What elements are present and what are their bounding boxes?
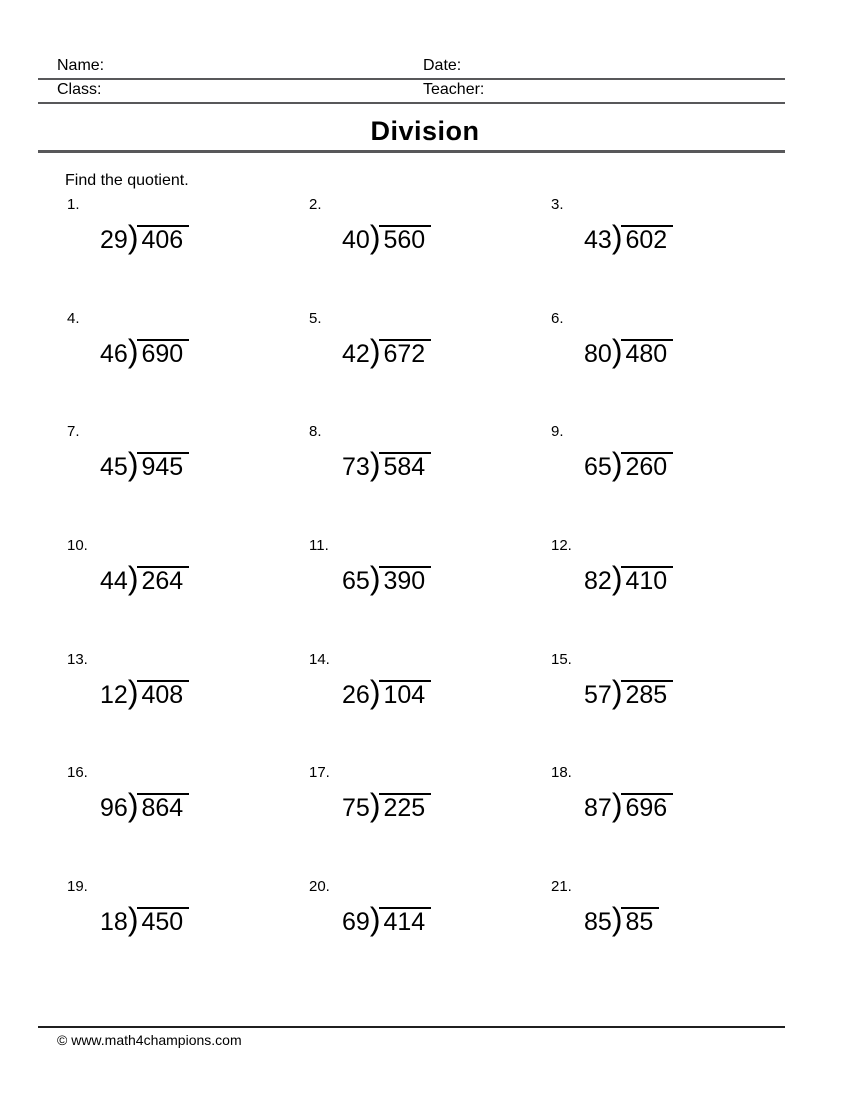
dividend-with-vinculum: 104 bbox=[379, 680, 431, 708]
long-division-bracket-icon: ) bbox=[127, 787, 139, 824]
divisor-value: 80 bbox=[584, 339, 612, 368]
division-problem bbox=[541, 423, 783, 537]
problem-number: 21. bbox=[551, 878, 572, 896]
problem-number: 11. bbox=[309, 537, 329, 555]
divisor-value: 40 bbox=[342, 226, 370, 254]
problem-number: 10. bbox=[67, 537, 88, 555]
divisor-value: 65 bbox=[342, 567, 370, 596]
problem-number: 17. bbox=[309, 764, 330, 782]
divisor-value: 18 bbox=[100, 908, 128, 937]
long-division-bracket-icon: ) bbox=[127, 673, 139, 710]
long-division-bracket-icon: ) bbox=[369, 901, 381, 938]
dividend-with-vinculum: 406 bbox=[137, 225, 189, 253]
divisor-value: 45 bbox=[100, 453, 128, 482]
division-expression bbox=[584, 787, 783, 824]
division-expression bbox=[342, 787, 541, 824]
dividend-with-vinculum: 864 bbox=[137, 793, 189, 821]
dividend-with-vinculum: 408 bbox=[137, 680, 189, 708]
long-division-bracket-icon: ) bbox=[127, 560, 139, 597]
divisor-value: 87 bbox=[584, 794, 612, 823]
class-label: Class: bbox=[57, 81, 102, 98]
divisor-value: 82 bbox=[584, 567, 612, 596]
division-problem bbox=[299, 764, 541, 878]
page-title: Division bbox=[370, 116, 480, 146]
dividend-with-vinculum: 696 bbox=[621, 793, 673, 821]
division-expression bbox=[584, 221, 783, 253]
problem-number: 14. bbox=[309, 650, 330, 668]
long-division-bracket-icon: ) bbox=[611, 787, 623, 824]
division-problem bbox=[541, 310, 783, 424]
long-division-bracket-icon: ) bbox=[127, 332, 139, 369]
long-division-bracket-icon: ) bbox=[369, 560, 381, 597]
long-division-bracket-icon: ) bbox=[611, 901, 623, 938]
problem-number: 20. bbox=[309, 878, 330, 896]
divisor-value: 75 bbox=[342, 794, 370, 823]
division-problem bbox=[299, 878, 541, 992]
problem-number: 19. bbox=[67, 878, 88, 896]
division-expression bbox=[100, 446, 299, 483]
division-problem bbox=[57, 764, 299, 878]
divisor-value: 96 bbox=[100, 794, 128, 823]
divisor-value: 65 bbox=[584, 453, 612, 482]
division-problem bbox=[541, 878, 783, 992]
division-expression bbox=[100, 332, 299, 369]
problem-number: 18. bbox=[551, 764, 572, 782]
problem-number: 13. bbox=[67, 650, 88, 668]
dividend-with-vinculum: 602 bbox=[621, 225, 673, 253]
dividend-with-vinculum: 690 bbox=[137, 339, 189, 367]
problem-number: 2. bbox=[309, 196, 322, 213]
problem-number: 7. bbox=[67, 423, 80, 441]
division-problem bbox=[57, 651, 299, 765]
dividend-with-vinculum: 85 bbox=[621, 907, 659, 935]
problem-number: 4. bbox=[67, 309, 80, 327]
division-problem bbox=[57, 196, 299, 310]
division-problem bbox=[299, 651, 541, 765]
divisor-value: 43 bbox=[584, 226, 612, 254]
division-expression bbox=[342, 221, 541, 253]
dividend-with-vinculum: 672 bbox=[379, 339, 431, 367]
division-problem bbox=[57, 537, 299, 651]
division-problem bbox=[299, 196, 541, 310]
dividend-with-vinculum: 945 bbox=[137, 452, 189, 480]
division-problem bbox=[299, 537, 541, 651]
dividend-with-vinculum: 264 bbox=[137, 566, 189, 594]
title-rule bbox=[38, 150, 785, 153]
division-expression bbox=[100, 787, 299, 824]
divisor-value: 73 bbox=[342, 453, 370, 482]
long-division-bracket-icon: ) bbox=[369, 219, 381, 255]
problem-number: 15. bbox=[551, 650, 572, 668]
problem-number: 6. bbox=[551, 309, 564, 327]
class-teacher-row bbox=[38, 81, 785, 104]
dividend-with-vinculum: 414 bbox=[379, 907, 431, 935]
dividend-with-vinculum: 410 bbox=[621, 566, 673, 594]
division-problem bbox=[541, 196, 783, 310]
division-problem bbox=[299, 423, 541, 537]
problems-grid bbox=[57, 196, 783, 992]
instruction-text: Find the quotient. bbox=[65, 172, 189, 189]
long-division-bracket-icon: ) bbox=[611, 446, 623, 483]
divisor-value: 46 bbox=[100, 339, 128, 368]
long-division-bracket-icon: ) bbox=[611, 332, 623, 369]
division-expression bbox=[584, 332, 783, 369]
division-expression bbox=[100, 901, 299, 938]
divisor-value: 12 bbox=[100, 680, 128, 709]
division-expression bbox=[584, 901, 783, 938]
dividend-with-vinculum: 260 bbox=[621, 452, 673, 480]
division-expression bbox=[100, 221, 299, 253]
dividend-with-vinculum: 560 bbox=[379, 225, 431, 253]
division-problem bbox=[299, 310, 541, 424]
long-division-bracket-icon: ) bbox=[611, 560, 623, 597]
problem-number: 1. bbox=[67, 196, 80, 213]
copyright-text: © www.math4champions.com bbox=[57, 1032, 242, 1048]
date-label: Date: bbox=[423, 57, 462, 74]
division-expression bbox=[342, 560, 541, 597]
divisor-value: 69 bbox=[342, 908, 370, 937]
divisor-value: 57 bbox=[584, 680, 612, 709]
problem-number: 3. bbox=[551, 196, 564, 213]
problem-number: 12. bbox=[551, 537, 572, 555]
teacher-label: Teacher: bbox=[423, 81, 485, 98]
long-division-bracket-icon: ) bbox=[369, 673, 381, 710]
dividend-with-vinculum: 450 bbox=[137, 907, 189, 935]
divisor-value: 44 bbox=[100, 567, 128, 596]
long-division-bracket-icon: ) bbox=[369, 787, 381, 824]
division-problem bbox=[57, 423, 299, 537]
long-division-bracket-icon: ) bbox=[369, 446, 381, 483]
problem-number: 5. bbox=[309, 309, 322, 327]
dividend-with-vinculum: 390 bbox=[379, 566, 431, 594]
division-expression bbox=[342, 673, 541, 710]
division-expression bbox=[100, 560, 299, 597]
long-division-bracket-icon: ) bbox=[127, 901, 139, 938]
division-expression bbox=[584, 560, 783, 597]
division-problem bbox=[541, 764, 783, 878]
dividend-with-vinculum: 480 bbox=[621, 339, 673, 367]
division-expression bbox=[100, 673, 299, 710]
name-date-row bbox=[38, 57, 785, 80]
name-label: Name: bbox=[57, 57, 105, 74]
division-expression bbox=[342, 901, 541, 938]
problem-number: 8. bbox=[309, 423, 322, 441]
divisor-value: 42 bbox=[342, 339, 370, 368]
problem-number: 9. bbox=[551, 423, 564, 441]
divisor-value: 85 bbox=[584, 908, 612, 937]
long-division-bracket-icon: ) bbox=[611, 219, 623, 255]
dividend-with-vinculum: 285 bbox=[621, 680, 673, 708]
dividend-with-vinculum: 225 bbox=[379, 793, 431, 821]
footer-rule bbox=[38, 1026, 785, 1028]
problem-number: 16. bbox=[67, 764, 88, 782]
long-division-bracket-icon: ) bbox=[127, 446, 139, 483]
long-division-bracket-icon: ) bbox=[369, 332, 381, 369]
long-division-bracket-icon: ) bbox=[127, 219, 139, 255]
division-problem bbox=[57, 310, 299, 424]
division-expression bbox=[342, 332, 541, 369]
division-expression bbox=[584, 673, 783, 710]
dividend-with-vinculum: 584 bbox=[379, 452, 431, 480]
division-expression bbox=[342, 446, 541, 483]
divisor-value: 29 bbox=[100, 226, 128, 254]
divisor-value: 26 bbox=[342, 680, 370, 709]
division-problem bbox=[57, 878, 299, 992]
division-expression bbox=[584, 446, 783, 483]
division-problem bbox=[541, 651, 783, 765]
long-division-bracket-icon: ) bbox=[611, 673, 623, 710]
division-problem bbox=[541, 537, 783, 651]
